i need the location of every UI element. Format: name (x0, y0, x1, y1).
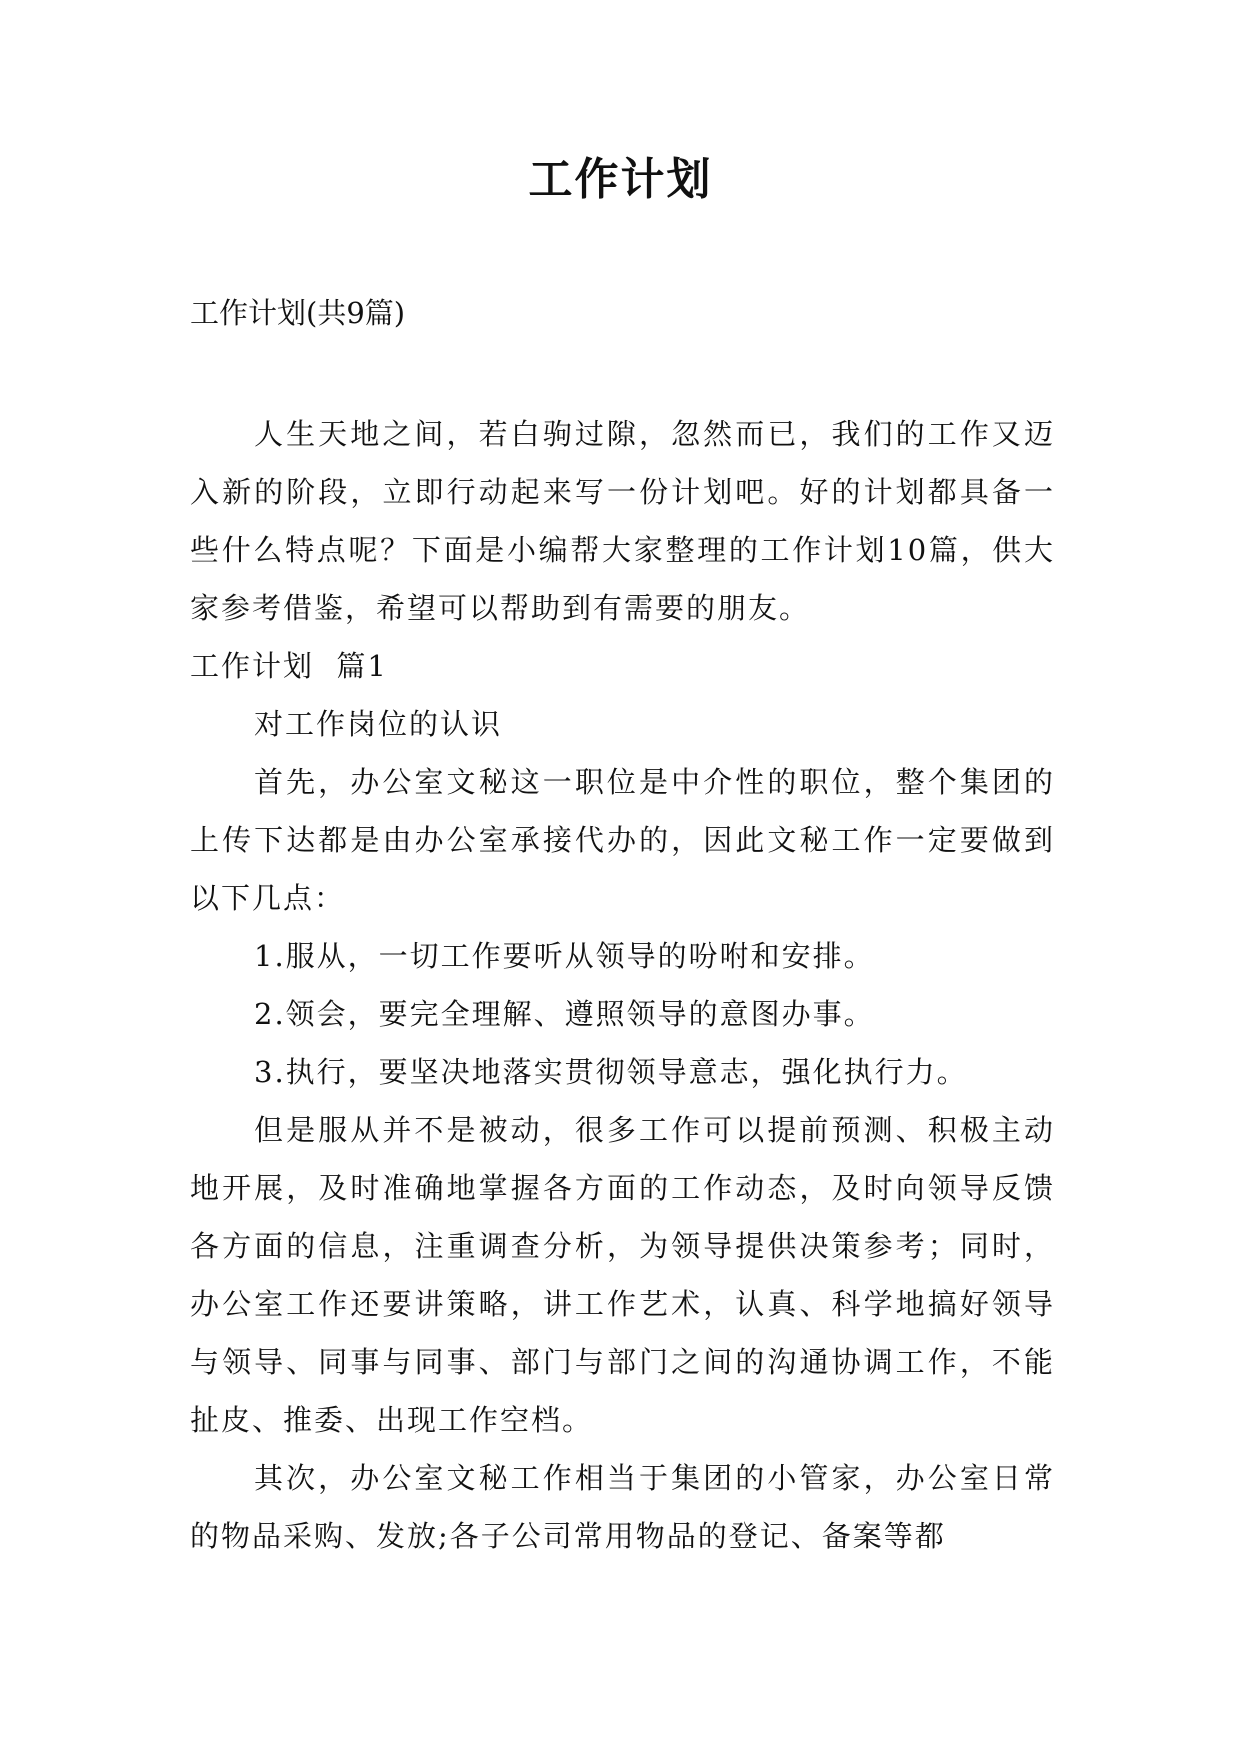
document-subtitle: 工作计划(共9篇) (190, 296, 406, 330)
paragraph-but: 但是服从并不是被动，很多工作可以提前预测、积极主动地开展，及时准确地掌握各方面的工作动态，及时向领导反馈各方面的信息，注重调查分析，为领导提供决策参考；同时，办公室工作还要讲策略，讲工作艺术，认真、科学地搞好领导与领导、同事与同事、部门与部门之间的沟通协调工作，不能扯皮、推委、出现工作空档。 (190, 1113, 1055, 1437)
section-heading: 工作计划 篇1 (190, 649, 388, 683)
document-body (190, 405, 1055, 1565)
intro-paragraph: 人生天地之间，若白驹过隙，忽然而已，我们的工作又迈入新的阶段，立即行动起来写一份计划吧。好的计划都具备一些什么特点呢？下面是小编帮大家整理的工作计划10篇，供大家参考借鉴，希望可以帮助到有需要的朋友。 (190, 417, 1055, 625)
subheading: 对工作岗位的认识 (254, 707, 503, 741)
document-title: 工作计划 (528, 154, 713, 205)
paragraph-first: 首先，办公室文秘这一职位是中介性的职位，整个集团的上传下达都是由办公室承接代办的，因此文秘工作一定要做到以下几点： (190, 765, 1055, 915)
list-item-2: 2.领会，要完全理解、遵照领导的意图办事。 (254, 997, 875, 1031)
list-item-1: 1.服从，一切工作要听从领导的吩咐和安排。 (254, 939, 875, 973)
paragraph-second: 其次，办公室文秘工作相当于集团的小管家，办公室日常的物品采购、发放;各子公司常用物品的登记、备案等都 (190, 1461, 1055, 1553)
list-item-3: 3.执行，要坚决地落实贯彻领导意志，强化执行力。 (254, 1055, 968, 1089)
